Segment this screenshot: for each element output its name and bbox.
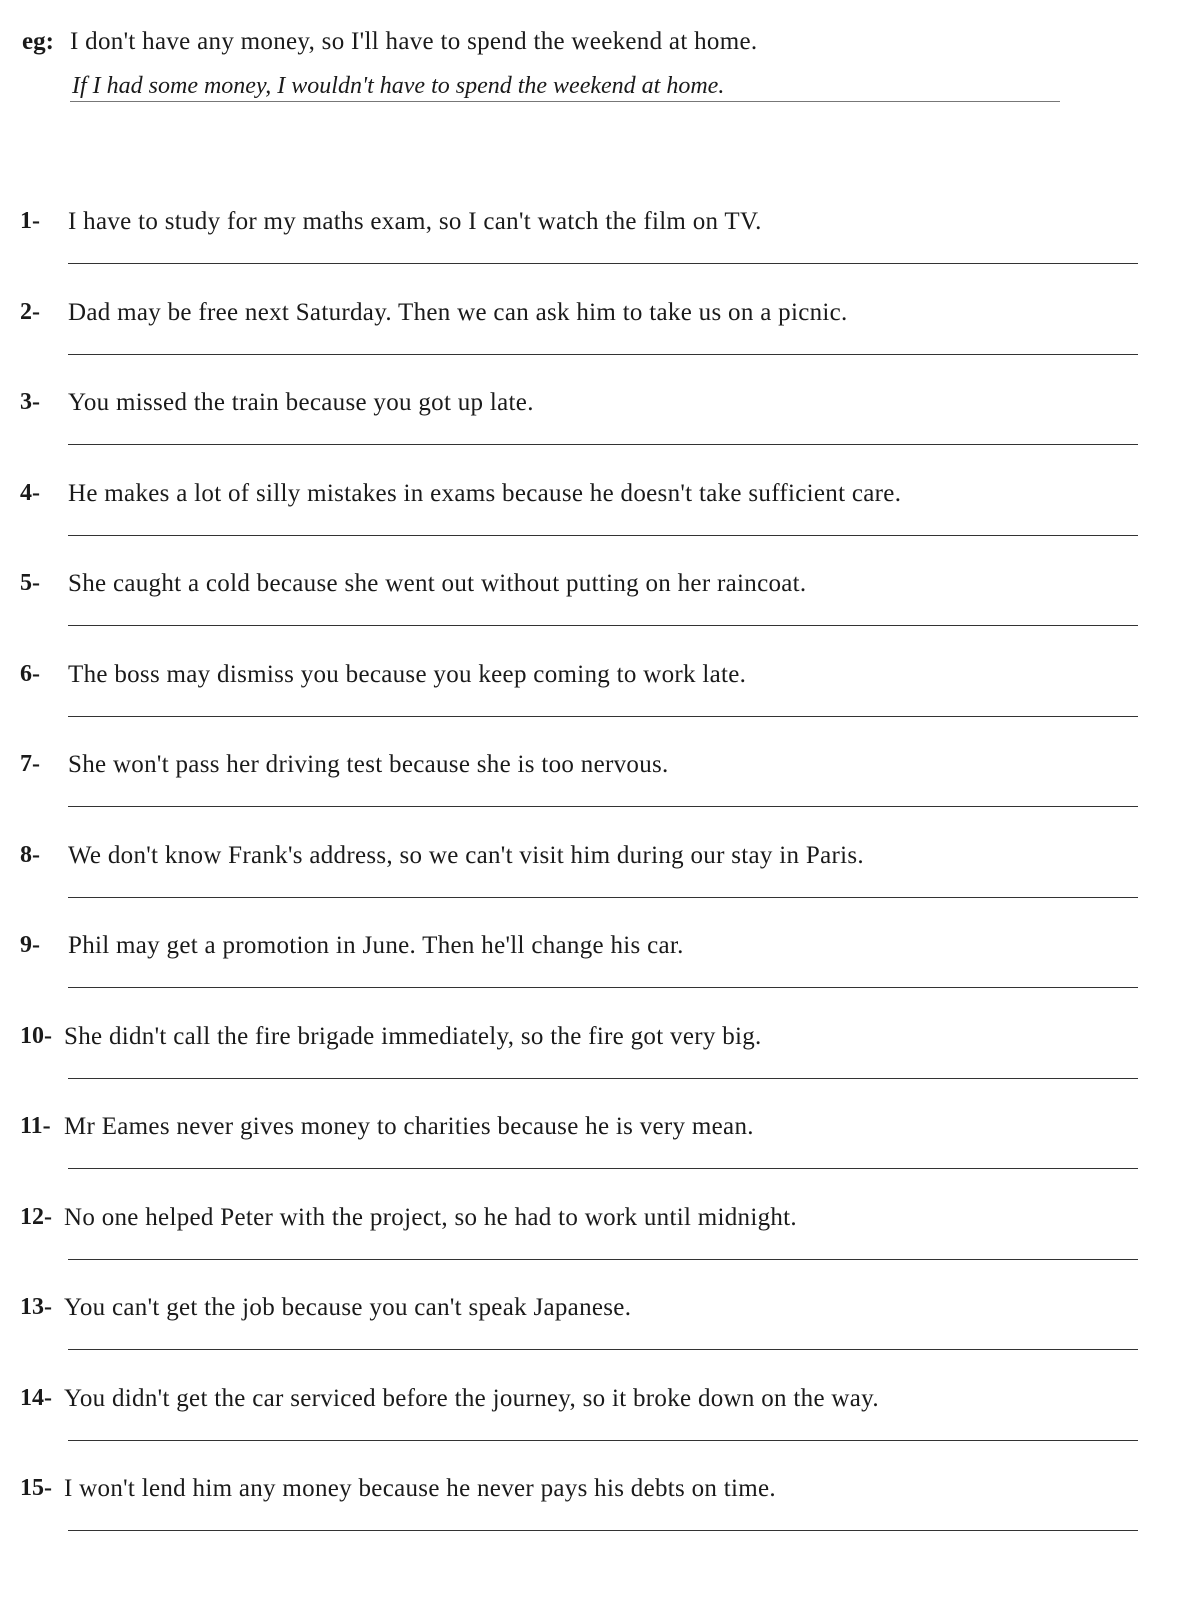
exercise-item: [0, 1023, 1199, 1113]
exercise-item: [0, 389, 1199, 479]
item-number: 14-: [20, 1384, 52, 1411]
exercise-item: [0, 932, 1199, 1022]
example-question: I don't have any money, so I'll have to spend the weekend at home.: [70, 28, 758, 55]
item-number: 4-: [20, 479, 40, 506]
answer-line[interactable]: [68, 1259, 1138, 1262]
exercise-item: [0, 1204, 1199, 1294]
item-number: 10-: [20, 1022, 52, 1049]
item-sentence: I won't lend him any money because he never pays his debts on time.: [64, 1475, 776, 1502]
item-sentence: She caught a cold because she went out without putting on her raincoat.: [68, 570, 807, 597]
answer-line[interactable]: [68, 987, 1138, 990]
answer-line[interactable]: [68, 897, 1138, 900]
answer-line[interactable]: [68, 1168, 1138, 1171]
item-sentence: Phil may get a promotion in June. Then he'll change his car.: [68, 932, 684, 959]
item-number: 15-: [20, 1475, 52, 1501]
item-sentence: You missed the train because you got up late.: [68, 389, 534, 416]
exercise-item: [0, 1113, 1199, 1203]
example-label: eg:: [22, 28, 54, 55]
item-number: 7-: [20, 751, 40, 777]
exercise-item: [0, 570, 1199, 660]
exercise-item: [0, 208, 1199, 298]
item-sentence: Dad may be free next Saturday. Then we can ask him to take us on a picnic.: [68, 298, 848, 326]
example-answer-line: [70, 101, 1060, 102]
item-number: 8-: [20, 841, 40, 868]
answer-line[interactable]: [68, 625, 1138, 628]
exercise-item: [0, 751, 1199, 841]
exercise-item: [0, 299, 1199, 389]
answer-line[interactable]: [68, 1349, 1138, 1352]
answer-line[interactable]: [68, 806, 1138, 809]
item-number: 11-: [20, 1113, 51, 1139]
answer-line[interactable]: [68, 1530, 1138, 1533]
item-number: 6-: [20, 660, 40, 687]
item-number: 13-: [20, 1294, 52, 1320]
item-sentence: He makes a lot of silly mistakes in exams because he doesn't take sufficient care.: [68, 479, 902, 507]
item-sentence: She won't pass her driving test because she is too nervous.: [68, 751, 669, 778]
item-sentence: We don't know Frank's address, so we can't visit him during our stay in Paris.: [68, 841, 864, 869]
exercise-item: [0, 1385, 1199, 1475]
answer-line[interactable]: [68, 444, 1138, 447]
item-number: 9-: [20, 932, 40, 958]
answer-line[interactable]: [68, 263, 1138, 266]
exercise-item: [0, 842, 1199, 932]
example-answer: If I had some money, I wouldn't have to spend the weekend at home.: [72, 73, 725, 99]
answer-line[interactable]: [68, 1440, 1138, 1443]
answer-line[interactable]: [68, 1078, 1138, 1081]
item-sentence: She didn't call the fire brigade immediately, so the fire got very big.: [64, 1022, 762, 1050]
exercise-item: [0, 1475, 1199, 1565]
item-number: 3-: [20, 389, 40, 415]
item-sentence: I have to study for my maths exam, so I can't watch the film on TV.: [68, 208, 762, 235]
item-number: 5-: [20, 570, 40, 596]
exercise-item: [0, 661, 1199, 751]
exercise-item: [0, 1294, 1199, 1384]
item-number: 1-: [20, 208, 40, 234]
item-sentence: You can't get the job because you can't speak Japanese.: [64, 1294, 632, 1321]
item-number: 12-: [20, 1203, 52, 1230]
exercise-item: [0, 480, 1199, 570]
answer-line[interactable]: [68, 354, 1138, 357]
answer-line[interactable]: [68, 535, 1138, 538]
item-sentence: Mr Eames never gives money to charities because he is very mean.: [64, 1113, 754, 1140]
item-sentence: The boss may dismiss you because you keep coming to work late.: [68, 660, 747, 688]
item-number: 2-: [20, 298, 40, 325]
answer-line[interactable]: [68, 716, 1138, 719]
item-sentence: No one helped Peter with the project, so he had to work until midnight.: [64, 1203, 797, 1231]
item-sentence: You didn't get the car serviced before the journey, so it broke down on the way.: [64, 1384, 879, 1412]
